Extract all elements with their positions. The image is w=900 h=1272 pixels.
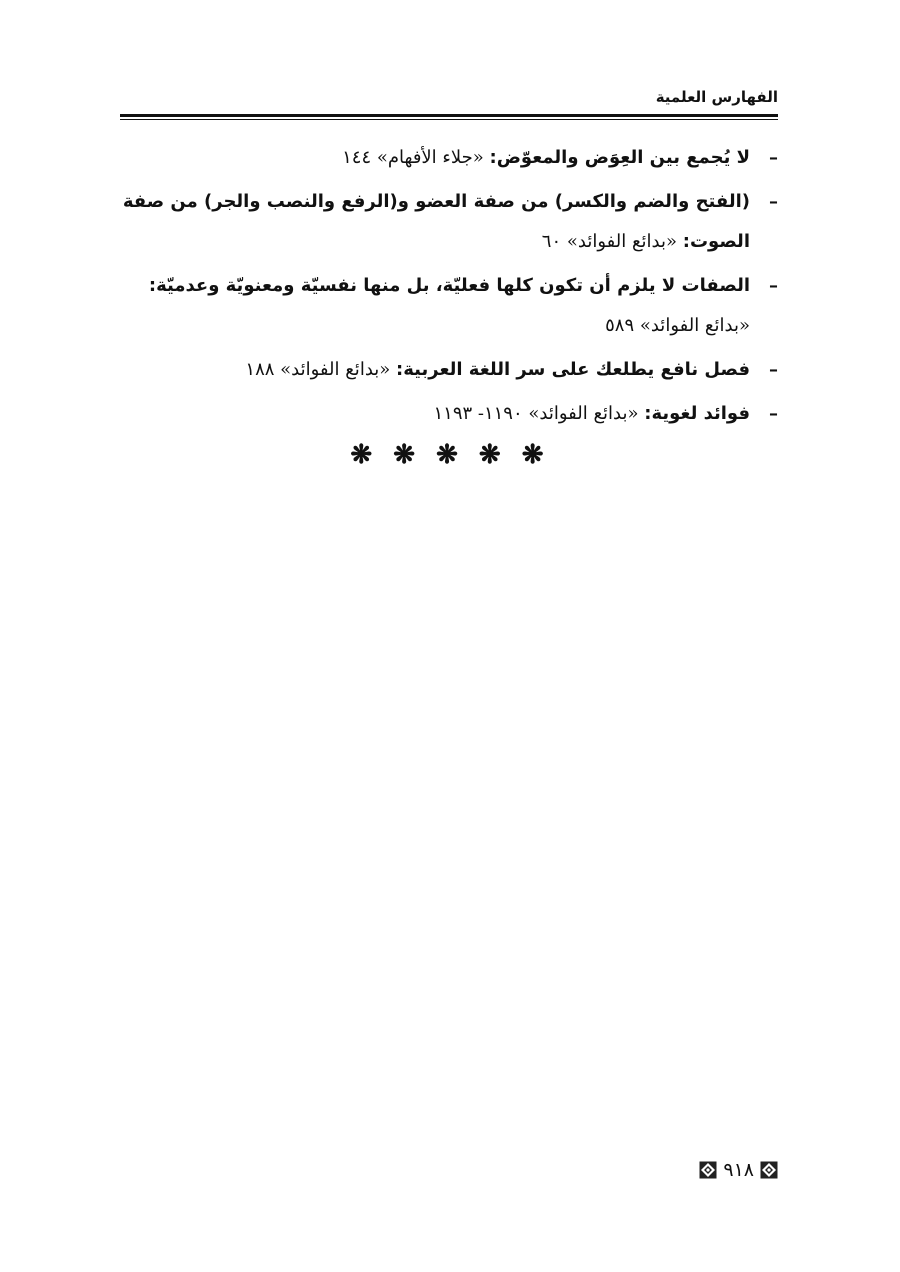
page-footer xyxy=(699,1156,778,1184)
ornament-icon xyxy=(760,1161,778,1179)
entry-reference: «بدائع الفوائد» ٥٨٩ xyxy=(605,315,750,336)
header-rule-thick xyxy=(120,114,778,117)
entry-term: لا يُجمع بين العِوَض والمعوّض: xyxy=(489,147,750,168)
entry-term: (الفتح والضم والكسر) من صفة العضو و(الرفع والنصب والجر) من صفة الصوت: xyxy=(122,191,750,252)
index-entry xyxy=(118,394,778,434)
index-entries xyxy=(118,138,778,438)
entry-dash: – xyxy=(769,147,778,168)
index-entry xyxy=(118,138,778,178)
index-entry xyxy=(118,350,778,390)
entry-reference: «جلاء الأفهام» ١٤٤ xyxy=(342,147,484,168)
index-entry xyxy=(118,266,778,346)
entry-dash: – xyxy=(769,359,778,380)
running-header xyxy=(120,86,778,120)
entry-reference: «بدائع الفوائد» ١٨٨ xyxy=(245,359,391,380)
entry-term: فوائد لغوية: xyxy=(644,403,750,424)
entry-dash: – xyxy=(769,191,778,212)
index-entry xyxy=(118,182,778,262)
ornament-icon xyxy=(699,1161,717,1179)
section-separator: ❋ ❋ ❋ ❋ ❋ xyxy=(350,440,550,470)
entry-reference: «بدائع الفوائد» ١١٩٠- ١١٩٣ xyxy=(433,403,639,424)
header-rule-thin xyxy=(120,119,778,120)
entry-dash: – xyxy=(769,403,778,424)
entry-dash: – xyxy=(769,275,778,296)
entry-term: الصفات لا يلزم أن تكون كلها فعليّة، بل منها نفسيّة ومعنويّة وعدميّة: xyxy=(148,275,750,296)
entry-reference: «بدائع الفوائد» ٦٠ xyxy=(541,231,678,252)
entry-term: فصل نافع يطلعك على سر اللغة العربية: xyxy=(396,359,750,380)
header-title: الفهارس العلمية xyxy=(655,88,778,106)
page-number: ٩١٨ xyxy=(723,1159,754,1181)
